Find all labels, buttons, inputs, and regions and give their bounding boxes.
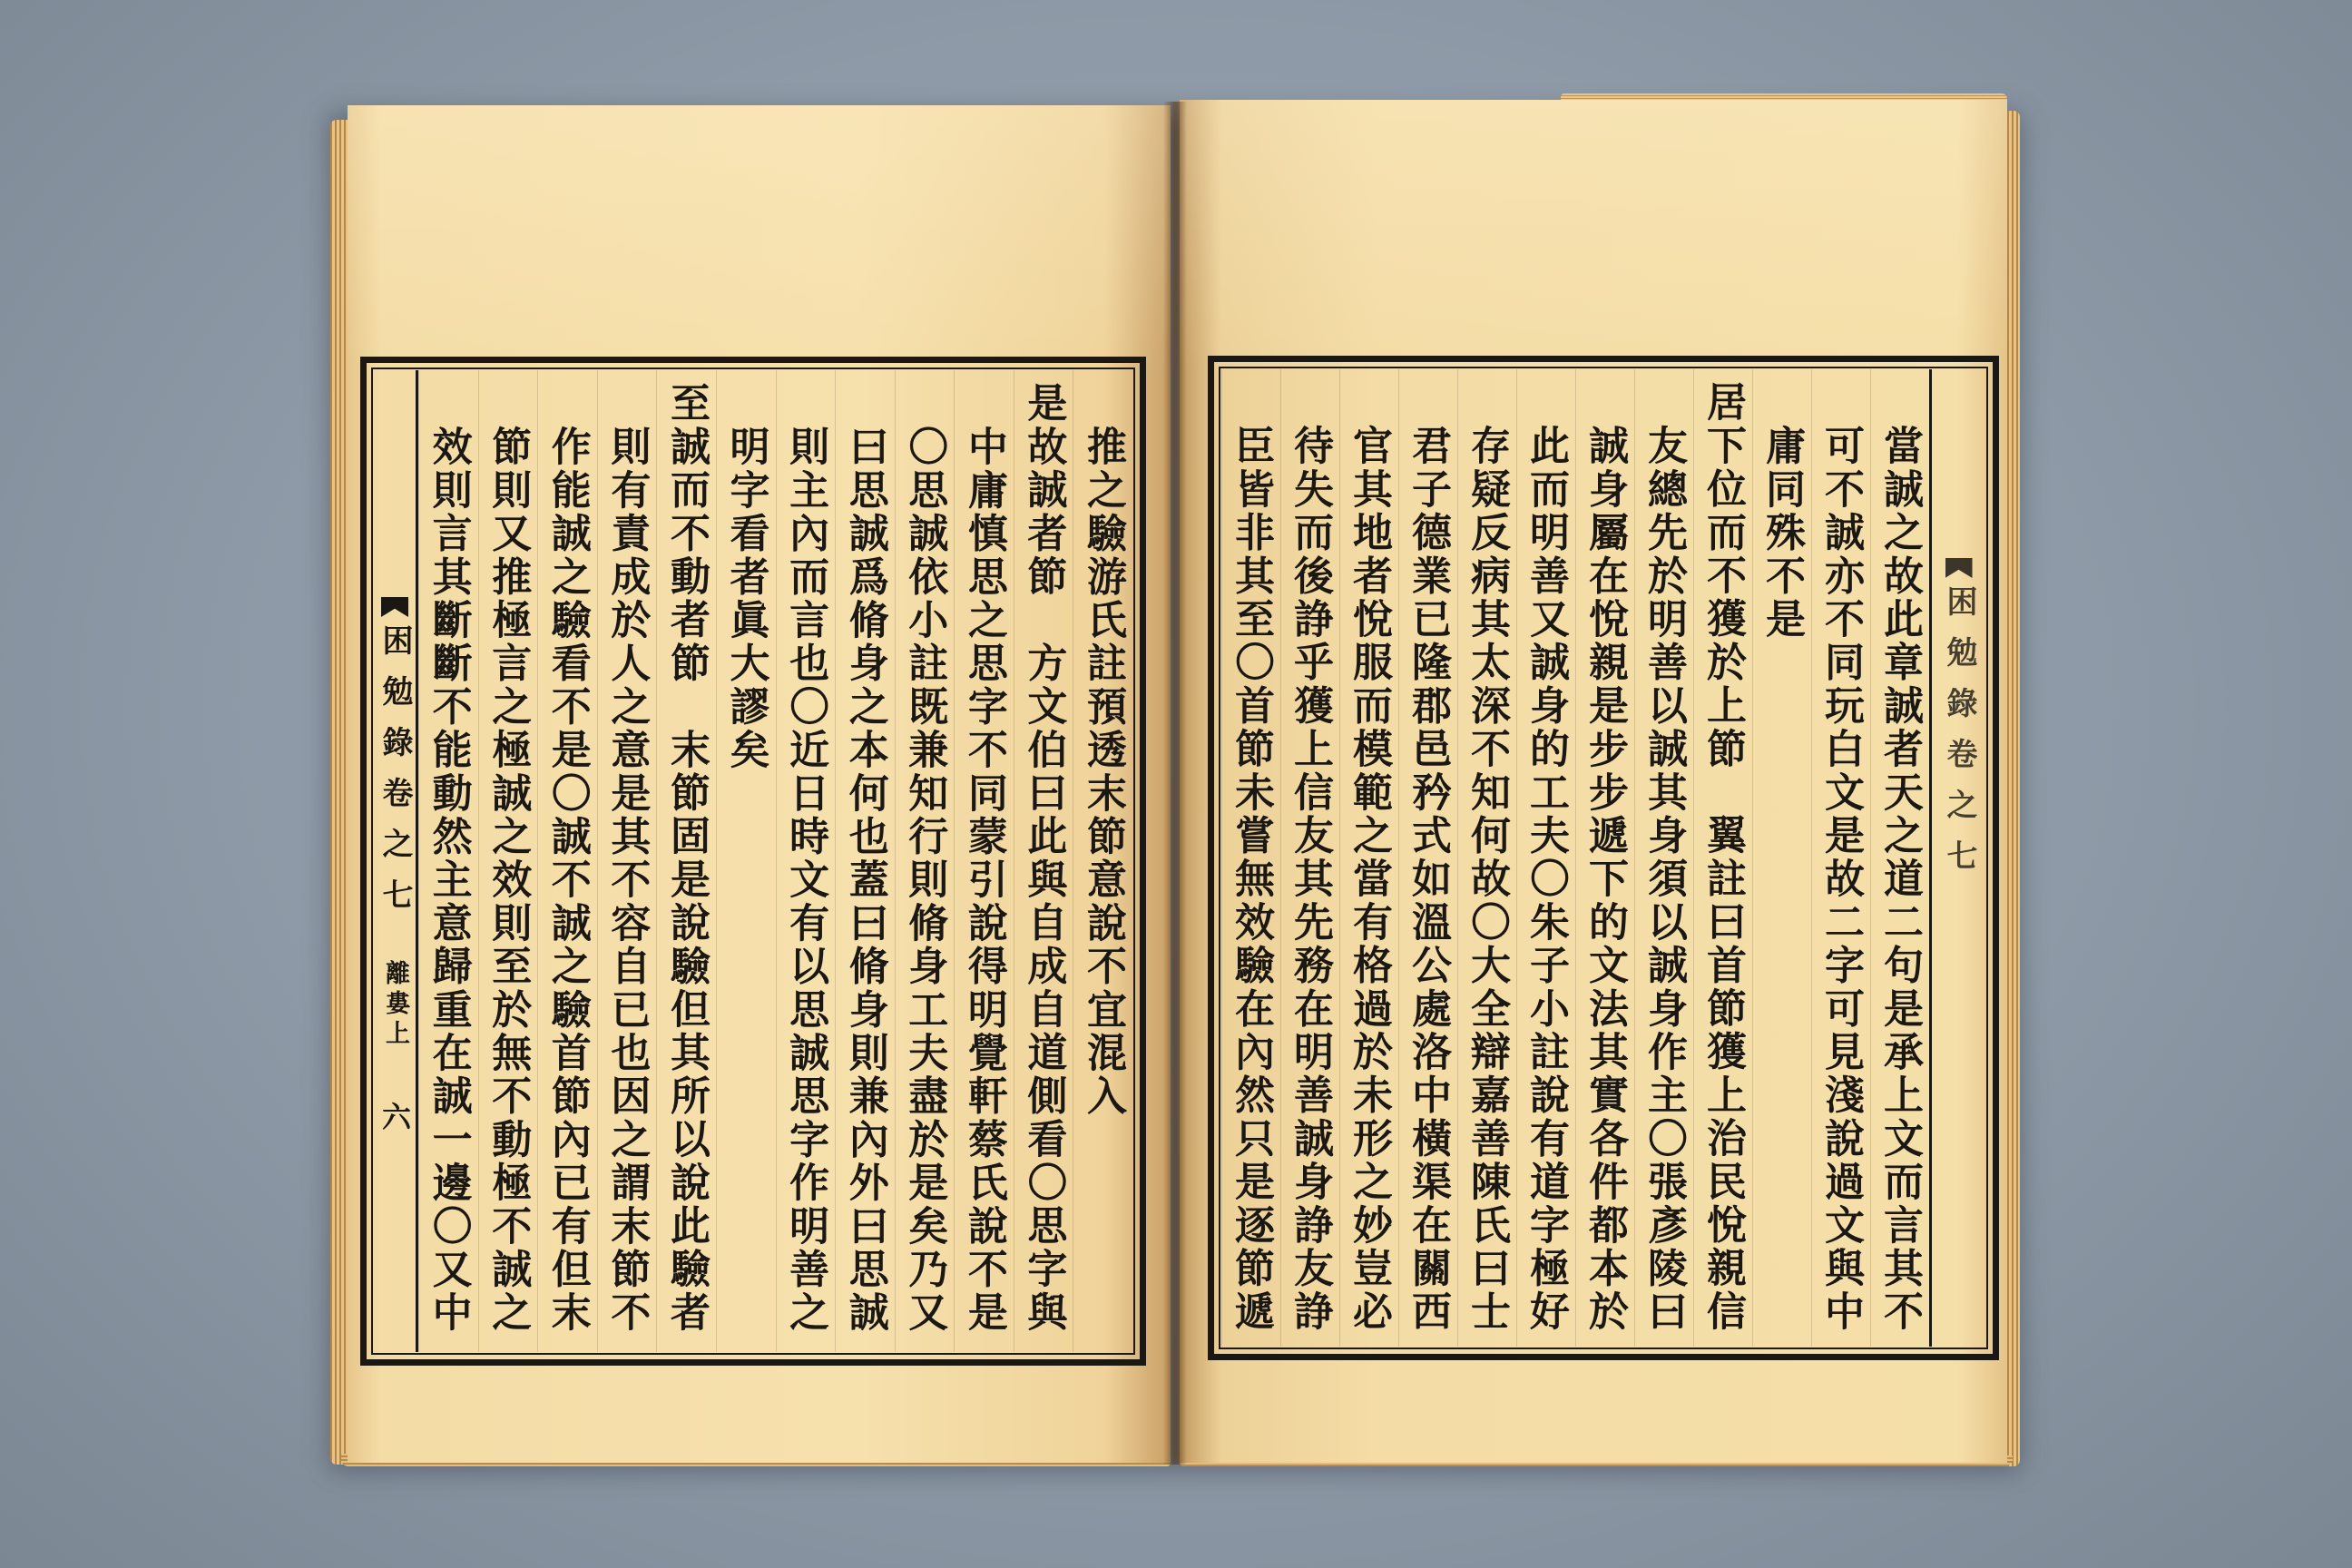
text-column: 則有責成於人之意是其不容自已也因之謂末節不 [597, 370, 657, 1352]
book-gutter [1163, 102, 1187, 1465]
left-text-frame [360, 357, 1146, 1366]
left-text-area [418, 370, 1132, 1352]
text-column: 居下位而不獲於上節 翼註曰首節獲上治民悅親信 [1693, 369, 1752, 1347]
text-column: 效則言其斷斷不能動然主意歸重在誠一邊〇又中 [418, 370, 478, 1352]
text-column: 推之驗游氏註預透末節意說不宜混入 [1073, 370, 1132, 1352]
text-column: 官其地者悅服而模範之當有格過於未形之妙豈必 [1339, 369, 1398, 1347]
text-column: 至誠而不動者節 末節固是說驗但其所以說此驗者 [656, 370, 716, 1352]
text-column: 作能誠之驗看不是〇誠不誠之驗首節內已有但末 [537, 370, 597, 1352]
text-column: 〇思誠依小註既兼知行則脩身工夫盡於是矣乃又 [895, 370, 955, 1352]
text-column: 當誠之故此章誠者天之道二句是承上文而言其不 [1870, 369, 1929, 1347]
text-column: 存疑反病其太深不知何故〇大全辯嘉善陳氏曰士 [1457, 369, 1516, 1347]
banxin-title: 困勉錄卷之七 [1941, 585, 1977, 890]
text-column: 此而明善又誠身的工夫〇朱子小註說有道字極好 [1516, 369, 1575, 1347]
text-column: 可不誠亦不同玩白文是故二字可見淺說過文與中 [1811, 369, 1870, 1347]
text-column: 臣皆非其至〇首節未嘗無效驗在內然只是逐節遞 [1221, 369, 1280, 1347]
text-column: 庸同殊不是 [1752, 369, 1811, 1347]
banxin-title: 困勉錄卷之七 [377, 624, 413, 929]
left-banxin-strip [374, 370, 418, 1352]
banxin-page-number: 六 [377, 1102, 412, 1131]
text-column: 誠身屬在悅親是步步遞下的文法其實各件都本於 [1575, 369, 1634, 1347]
banxin-chapter: 離婁上 [381, 960, 409, 1050]
right-text-area [1221, 369, 1929, 1347]
fishtail-mark [381, 597, 408, 617]
right-text-frame [1208, 356, 1999, 1360]
left-page [348, 105, 1171, 1463]
right-banxin-strip [1929, 369, 1985, 1347]
text-column: 明字看者眞大謬矣 [716, 370, 776, 1352]
text-column: 曰思誠爲脩身之本何也蓋曰脩身則兼內外曰思誠 [835, 370, 895, 1352]
text-column: 節則又推極言之極誠之效則至於無不動極不誠之 [478, 370, 538, 1352]
text-column: 則主內而言也〇近日時文有以思誠思字作明善之 [776, 370, 836, 1352]
text-column: 君子德業已隆郡邑矜式如溫公處洛中橫渠在關西 [1398, 369, 1457, 1347]
text-column: 待失而後諍乎獲上信友其先務在明善誠身諍友諍 [1280, 369, 1339, 1347]
right-page [1180, 100, 2007, 1463]
fishtail-mark [1945, 558, 1973, 578]
text-column: 中庸慎思之思字不同蒙引說得明覺軒蔡氏說不是 [954, 370, 1014, 1352]
text-column: 是故誠者節 方文伯曰此與自成自道側看〇思字與 [1014, 370, 1073, 1352]
text-column: 友總先於明善以誠其身須以誠身作主〇張彥陵曰 [1634, 369, 1693, 1347]
